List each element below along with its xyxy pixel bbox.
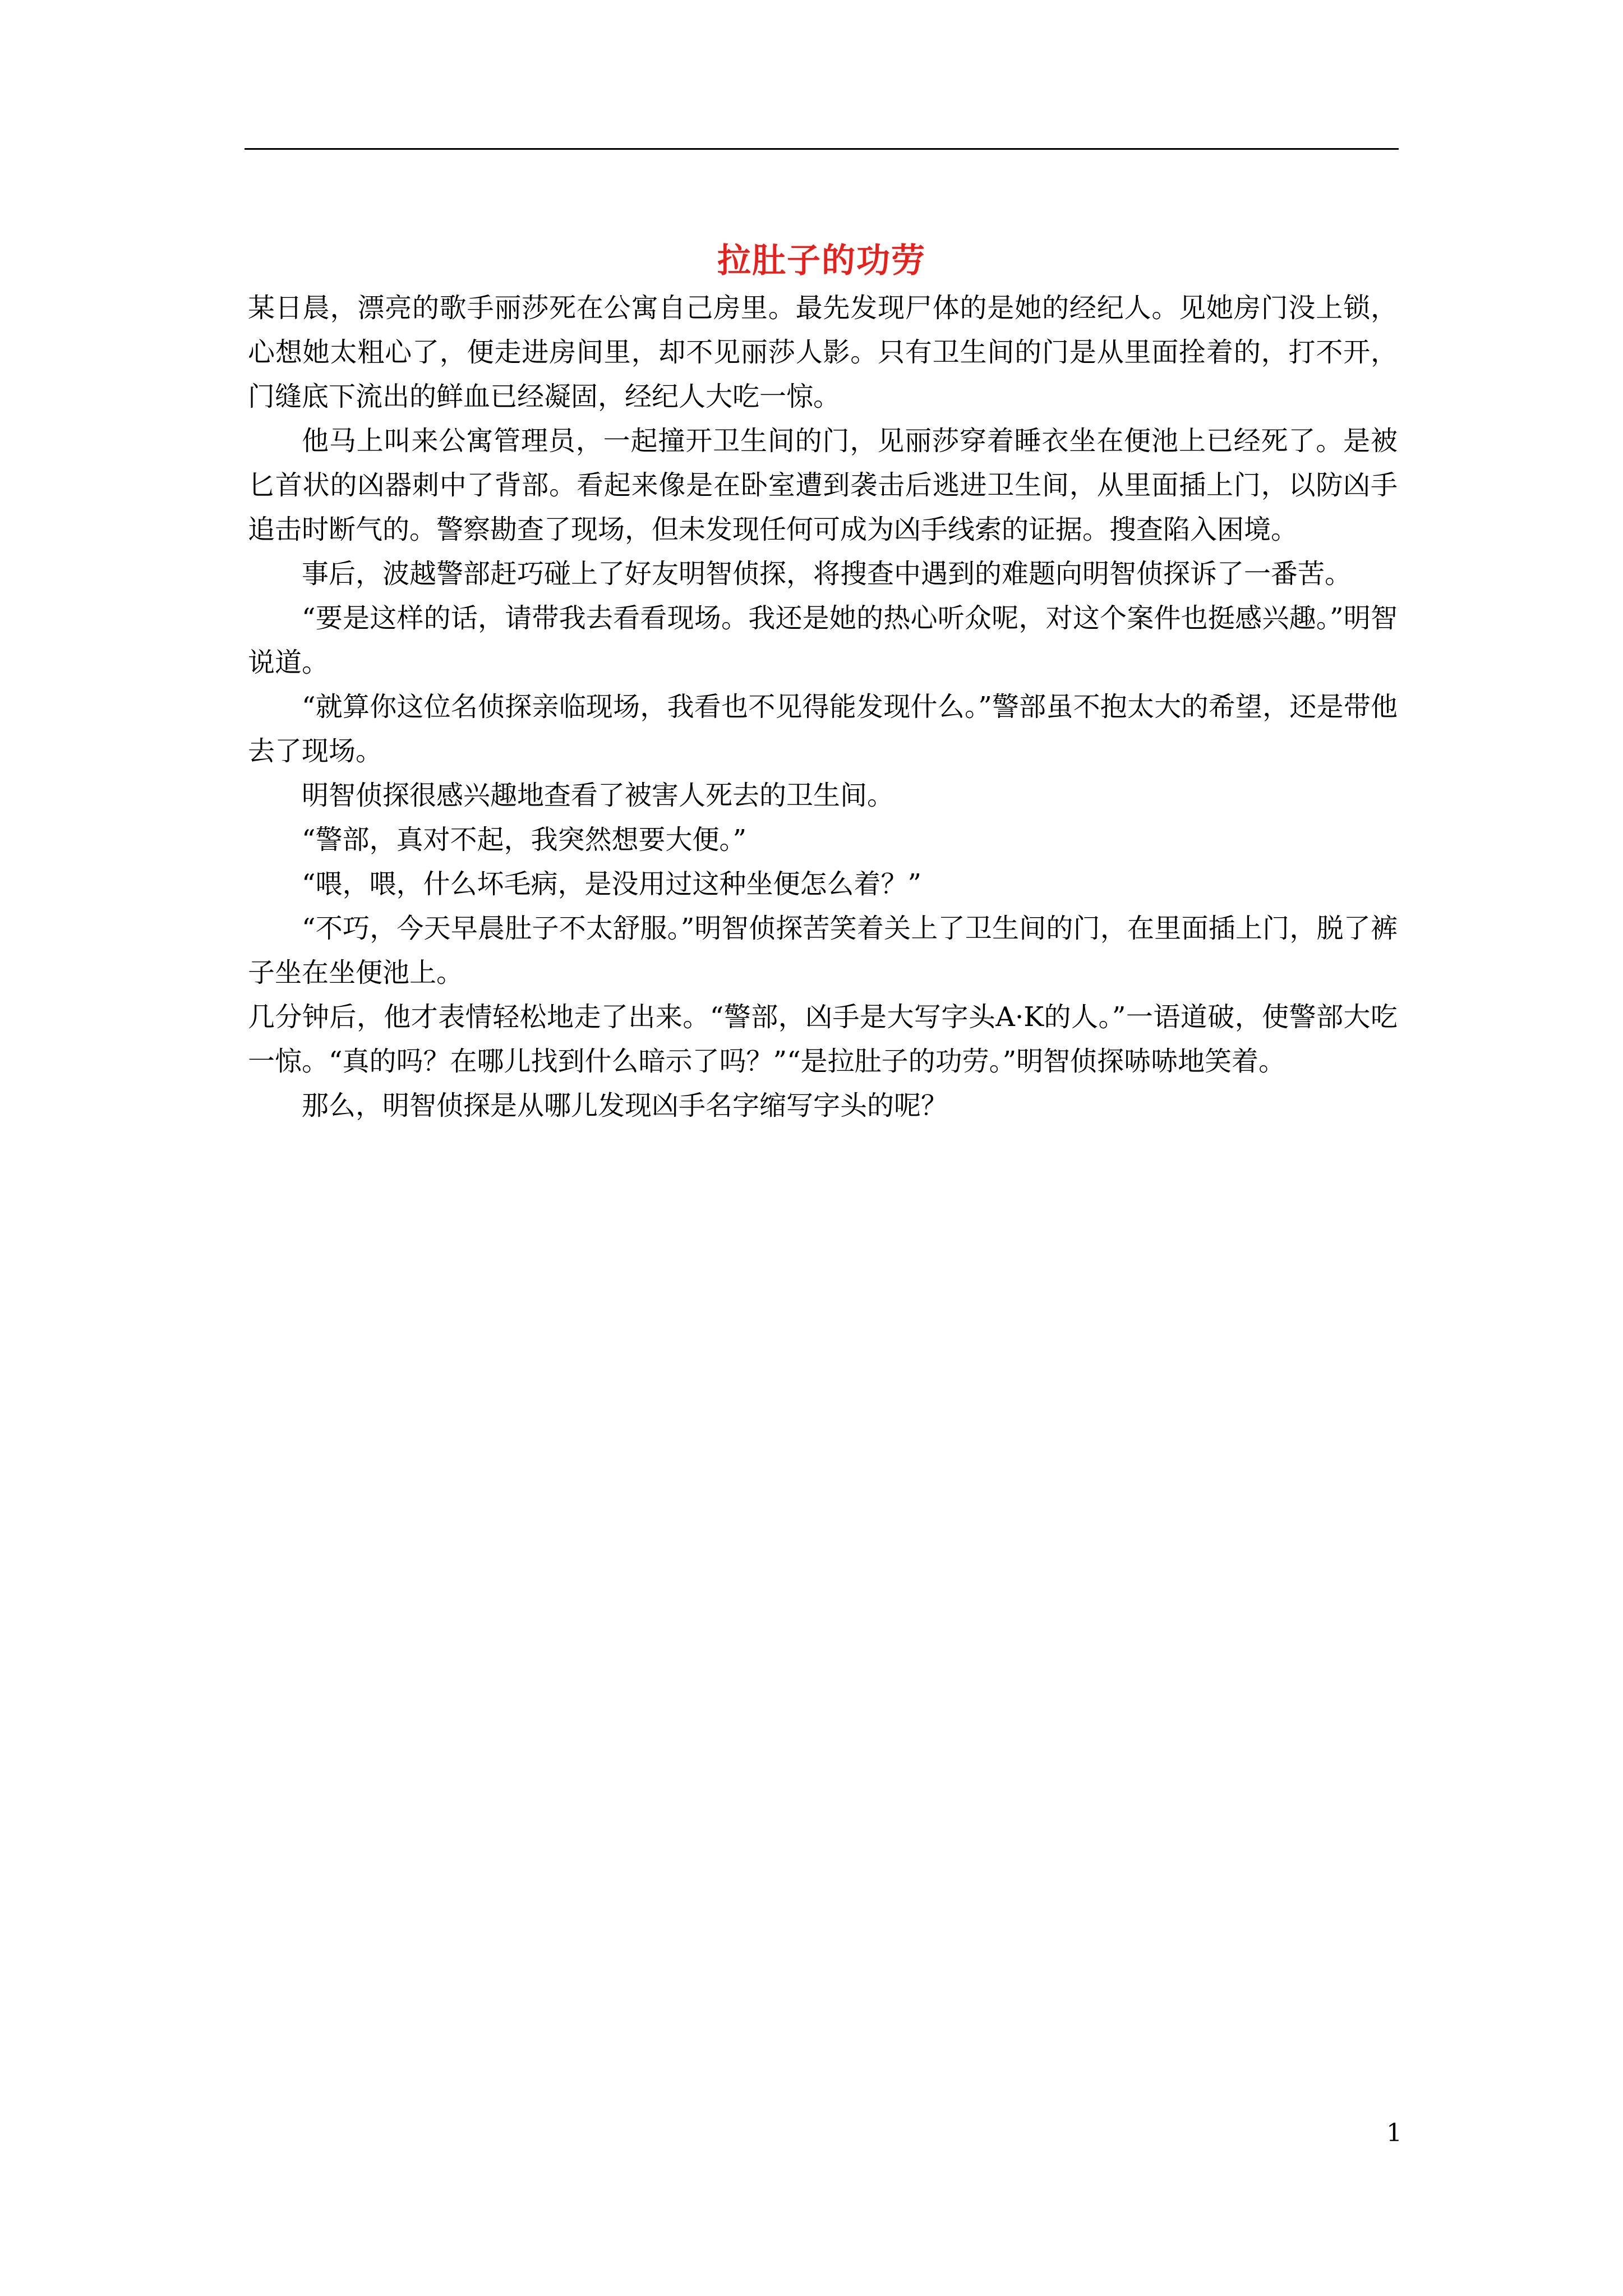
header-rule <box>245 148 1399 150</box>
paragraph: “警部，真对不起，我突然想要大便。” <box>302 824 747 855</box>
paragraph: 某日晨，漂亮的歌手丽莎死在公寓自己房里。最先发现尸体的是她的经纪人。见她房门没上锁，心想她太粗心了，便走进房间里，却不见丽莎人影。只有卫生间的门是从里面拴着的，打不开，门缝底下流出的鲜血已经凝固，经纪人大吃一惊。 <box>248 292 1398 412</box>
paragraph: 明智侦探很感兴趣地查看了被害人死去的卫生间。 <box>302 780 895 811</box>
paragraph: 那么，明智侦探是从哪儿发现凶手名字缩写字头的呢？ <box>302 1090 948 1121</box>
paragraph: 几分钟后，他才表情轻松地走了出来。“警部，凶手是大写字头A·K的人。”一语道破，使警部大吃一惊。“真的吗？在哪儿找到什么暗示了吗？”“是拉肚子的功劳。”明智侦探哧哧地笑着。 <box>248 1001 1398 1077</box>
paragraph: “不巧，今天早晨肚子不太舒服。”明智侦探苦笑着关上了卫生间的门，在里面插上门，脱了裤子坐在坐便池上。 <box>248 913 1398 988</box>
paragraph: 事后，波越警部赶巧碰上了好友明智侦探，将搜查中遇到的难题向明智侦探诉了一番苦。 <box>302 558 1352 590</box>
page-number: 1 <box>1386 2119 1402 2147</box>
paragraph: “就算你这位名侦探亲临现场，我看也不见得能发现什么。”警部虽不抱太大的希望，还是带他去了现场。 <box>248 691 1398 767</box>
paragraph: 他马上叫来公寓管理员，一起撞开卫生间的门，见丽莎穿着睡衣坐在便池上已经死了。是被匕首状的凶器刺中了背部。看起来像是在卧室遭到袭击后逃进卫生间，从里面插上门，以防凶手追击时断气的。警察勘查了现场，但未发现任何可成为凶手线索的证据。搜查陷入困境。 <box>248 425 1398 545</box>
paragraph: “要是这样的话，请带我去看看现场。我还是她的热心听众呢，对这个案件也挺感兴趣。”明智说道。 <box>248 602 1398 678</box>
page-title: 拉肚子的功劳 <box>717 241 926 281</box>
paragraph: “喂，喂，什么坏毛病，是没用过这种坐便怎么着？” <box>302 868 922 900</box>
article-body <box>248 286 1398 1128</box>
